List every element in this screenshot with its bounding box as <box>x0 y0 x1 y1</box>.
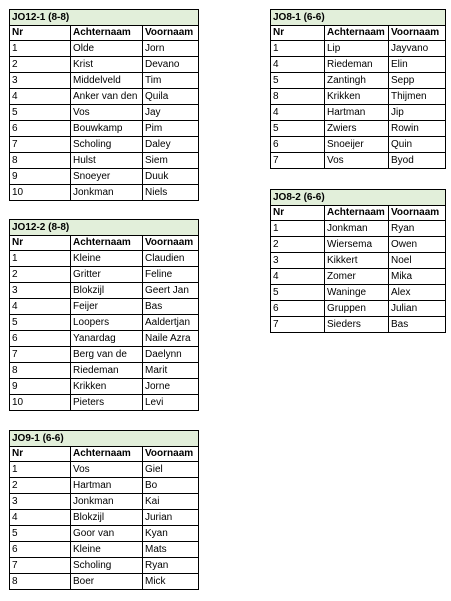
nr-cell: 3 <box>10 494 71 510</box>
achternaam-cell: Snoeijer <box>325 137 389 153</box>
column-header-voornaam: Voornaam <box>143 236 199 251</box>
voornaam-cell: Marit <box>143 363 199 379</box>
nr-cell: 3 <box>10 283 71 299</box>
table-row <box>10 331 199 347</box>
voornaam-cell: Jorne <box>143 379 199 395</box>
voornaam-cell: Noel <box>389 253 446 269</box>
nr-cell: 3 <box>271 253 325 269</box>
table-row <box>271 153 446 169</box>
table-row <box>10 494 199 510</box>
achternaam-cell: Zwiers <box>325 121 389 137</box>
voornaam-cell: Niels <box>143 185 199 201</box>
table-row <box>271 89 446 105</box>
voornaam-cell: Quin <box>389 137 446 153</box>
nr-cell: 5 <box>10 315 71 331</box>
nr-cell: 4 <box>271 105 325 121</box>
achternaam-cell: Jonkman <box>71 494 143 510</box>
table-row <box>10 526 199 542</box>
table-row <box>271 317 446 333</box>
achternaam-cell: Anker van den <box>71 89 143 105</box>
achternaam-cell: Jonkman <box>71 185 143 201</box>
table-row <box>10 169 199 185</box>
table-row <box>271 237 446 253</box>
achternaam-cell: Olde <box>71 41 143 57</box>
table-row <box>271 269 446 285</box>
achternaam-cell: Snoeyer <box>71 169 143 185</box>
achternaam-cell: Jonkman <box>325 221 389 237</box>
team-title: JO12-2 (8-8) <box>10 220 199 236</box>
table-row <box>10 185 199 201</box>
achternaam-cell: Feijer <box>71 299 143 315</box>
nr-cell: 8 <box>10 363 71 379</box>
achternaam-cell: Gruppen <box>325 301 389 317</box>
achternaam-cell: Vos <box>71 105 143 121</box>
achternaam-cell: Zomer <box>325 269 389 285</box>
nr-cell: 5 <box>10 105 71 121</box>
table-row <box>10 478 199 494</box>
nr-cell: 5 <box>10 526 71 542</box>
table-row <box>10 121 199 137</box>
voornaam-cell: Jay <box>143 105 199 121</box>
nr-cell: 1 <box>10 41 71 57</box>
table-row <box>10 153 199 169</box>
column-header-voornaam: Voornaam <box>143 447 199 462</box>
nr-cell: 7 <box>10 137 71 153</box>
nr-cell: 9 <box>10 379 71 395</box>
voornaam-cell: Claudien <box>143 251 199 267</box>
voornaam-cell: Naile Azra <box>143 331 199 347</box>
column-header-nr: Nr <box>271 26 325 41</box>
achternaam-cell: Wiersema <box>325 237 389 253</box>
voornaam-cell: Giel <box>143 462 199 478</box>
voornaam-cell: Sepp <box>389 73 446 89</box>
nr-cell: 6 <box>271 137 325 153</box>
nr-cell: 8 <box>271 89 325 105</box>
column-header-nr: Nr <box>10 236 71 251</box>
nr-cell: 5 <box>271 121 325 137</box>
achternaam-cell: Hulst <box>71 153 143 169</box>
nr-cell: 2 <box>271 237 325 253</box>
table-row <box>10 462 199 478</box>
voornaam-cell: Elin <box>389 57 446 73</box>
column-header-achternaam: Achternaam <box>71 26 143 41</box>
column-header-voornaam: Voornaam <box>143 26 199 41</box>
voornaam-cell: Geert Jan <box>143 283 199 299</box>
nr-cell: 1 <box>271 41 325 57</box>
achternaam-cell: Blokzijl <box>71 510 143 526</box>
column-header-achternaam: Achternaam <box>71 447 143 462</box>
voornaam-cell: Aaldertjan <box>143 315 199 331</box>
voornaam-cell: Mick <box>143 574 199 590</box>
achternaam-cell: Riedeman <box>71 363 143 379</box>
achternaam-cell: Vos <box>325 153 389 169</box>
team-table-jo12-1 <box>9 9 199 201</box>
voornaam-cell: Jorn <box>143 41 199 57</box>
nr-cell: 4 <box>271 269 325 285</box>
achternaam-cell: Zantingh <box>325 73 389 89</box>
table-row <box>271 301 446 317</box>
achternaam-cell: Goor van <box>71 526 143 542</box>
table-row <box>10 251 199 267</box>
table-row <box>271 221 446 237</box>
nr-cell: 1 <box>10 251 71 267</box>
table-row <box>271 137 446 153</box>
voornaam-cell: Mika <box>389 269 446 285</box>
nr-cell: 6 <box>10 121 71 137</box>
table-row <box>271 57 446 73</box>
nr-cell: 4 <box>10 510 71 526</box>
voornaam-cell: Bo <box>143 478 199 494</box>
nr-cell: 2 <box>10 57 71 73</box>
table-row <box>10 379 199 395</box>
nr-cell: 7 <box>10 347 71 363</box>
team-table-jo9-1 <box>9 430 199 590</box>
nr-cell: 5 <box>271 73 325 89</box>
table-row <box>10 574 199 590</box>
nr-cell: 8 <box>10 153 71 169</box>
nr-cell: 8 <box>10 574 71 590</box>
voornaam-cell: Bas <box>143 299 199 315</box>
table-row <box>10 510 199 526</box>
achternaam-cell: Kleine <box>71 542 143 558</box>
achternaam-cell: Hartman <box>71 478 143 494</box>
team-title: JO9-1 (6-6) <box>10 431 199 447</box>
table-row <box>271 253 446 269</box>
achternaam-cell: Middelveld <box>71 73 143 89</box>
column-header-nr: Nr <box>10 26 71 41</box>
voornaam-cell: Kyan <box>143 526 199 542</box>
nr-cell: 6 <box>10 331 71 347</box>
voornaam-cell: Daelynn <box>143 347 199 363</box>
table-row <box>10 558 199 574</box>
achternaam-cell: Scholing <box>71 137 143 153</box>
table-row <box>271 121 446 137</box>
column-header-achternaam: Achternaam <box>71 236 143 251</box>
achternaam-cell: Krist <box>71 57 143 73</box>
achternaam-cell: Kleine <box>71 251 143 267</box>
team-title: JO12-1 (8-8) <box>10 10 199 26</box>
achternaam-cell: Lip <box>325 41 389 57</box>
achternaam-cell: Hartman <box>325 105 389 121</box>
voornaam-cell: Duuk <box>143 169 199 185</box>
column-header-nr: Nr <box>271 206 325 221</box>
nr-cell: 7 <box>271 317 325 333</box>
nr-cell: 7 <box>10 558 71 574</box>
table-row <box>271 285 446 301</box>
nr-cell: 9 <box>10 169 71 185</box>
table-row <box>271 41 446 57</box>
team-table-jo8-1 <box>270 9 446 169</box>
voornaam-cell: Pim <box>143 121 199 137</box>
voornaam-cell: Thijmen <box>389 89 446 105</box>
column-header-voornaam: Voornaam <box>389 206 446 221</box>
nr-cell: 2 <box>10 478 71 494</box>
voornaam-cell: Ryan <box>143 558 199 574</box>
voornaam-cell: Tim <box>143 73 199 89</box>
team-title: JO8-1 (6-6) <box>271 10 446 26</box>
achternaam-cell: Bouwkamp <box>71 121 143 137</box>
achternaam-cell: Krikken <box>71 379 143 395</box>
table-row <box>10 137 199 153</box>
table-row <box>271 73 446 89</box>
table-row <box>10 283 199 299</box>
table-row <box>10 299 199 315</box>
voornaam-cell: Alex <box>389 285 446 301</box>
voornaam-cell: Levi <box>143 395 199 411</box>
column-header-achternaam: Achternaam <box>325 26 389 41</box>
table-row <box>10 73 199 89</box>
nr-cell: 5 <box>271 285 325 301</box>
achternaam-cell: Krikken <box>325 89 389 105</box>
table-row <box>10 363 199 379</box>
nr-cell: 6 <box>271 301 325 317</box>
table-row <box>271 105 446 121</box>
voornaam-cell: Daley <box>143 137 199 153</box>
nr-cell: 1 <box>10 462 71 478</box>
table-row <box>10 267 199 283</box>
nr-cell: 1 <box>271 221 325 237</box>
table-row <box>10 89 199 105</box>
voornaam-cell: Ryan <box>389 221 446 237</box>
voornaam-cell: Feline <box>143 267 199 283</box>
nr-cell: 6 <box>10 542 71 558</box>
achternaam-cell: Boer <box>71 574 143 590</box>
table-row <box>10 105 199 121</box>
achternaam-cell: Loopers <box>71 315 143 331</box>
nr-cell: 10 <box>10 395 71 411</box>
achternaam-cell: Scholing <box>71 558 143 574</box>
voornaam-cell: Owen <box>389 237 446 253</box>
voornaam-cell: Byod <box>389 153 446 169</box>
voornaam-cell: Kai <box>143 494 199 510</box>
achternaam-cell: Blokzijl <box>71 283 143 299</box>
table-row <box>10 41 199 57</box>
achternaam-cell: Sieders <box>325 317 389 333</box>
team-table-jo12-2 <box>9 219 199 411</box>
achternaam-cell: Riedeman <box>325 57 389 73</box>
voornaam-cell: Devano <box>143 57 199 73</box>
achternaam-cell: Kikkert <box>325 253 389 269</box>
achternaam-cell: Pieters <box>71 395 143 411</box>
achternaam-cell: Gritter <box>71 267 143 283</box>
nr-cell: 3 <box>10 73 71 89</box>
team-title: JO8-2 (6-6) <box>271 190 446 206</box>
nr-cell: 4 <box>10 299 71 315</box>
voornaam-cell: Siem <box>143 153 199 169</box>
voornaam-cell: Bas <box>389 317 446 333</box>
nr-cell: 10 <box>10 185 71 201</box>
nr-cell: 7 <box>271 153 325 169</box>
column-header-voornaam: Voornaam <box>389 26 446 41</box>
table-row <box>10 347 199 363</box>
achternaam-cell: Vos <box>71 462 143 478</box>
voornaam-cell: Jurian <box>143 510 199 526</box>
table-row <box>10 395 199 411</box>
nr-cell: 4 <box>10 89 71 105</box>
column-header-achternaam: Achternaam <box>325 206 389 221</box>
team-table-jo8-2 <box>270 189 446 333</box>
table-row <box>10 315 199 331</box>
voornaam-cell: Jip <box>389 105 446 121</box>
achternaam-cell: Berg van de <box>71 347 143 363</box>
achternaam-cell: Waninge <box>325 285 389 301</box>
nr-cell: 2 <box>10 267 71 283</box>
voornaam-cell: Rowin <box>389 121 446 137</box>
table-row <box>10 542 199 558</box>
column-header-nr: Nr <box>10 447 71 462</box>
nr-cell: 4 <box>271 57 325 73</box>
voornaam-cell: Mats <box>143 542 199 558</box>
achternaam-cell: Yanardag <box>71 331 143 347</box>
voornaam-cell: Julian <box>389 301 446 317</box>
table-row <box>10 57 199 73</box>
voornaam-cell: Jayvano <box>389 41 446 57</box>
voornaam-cell: Quila <box>143 89 199 105</box>
